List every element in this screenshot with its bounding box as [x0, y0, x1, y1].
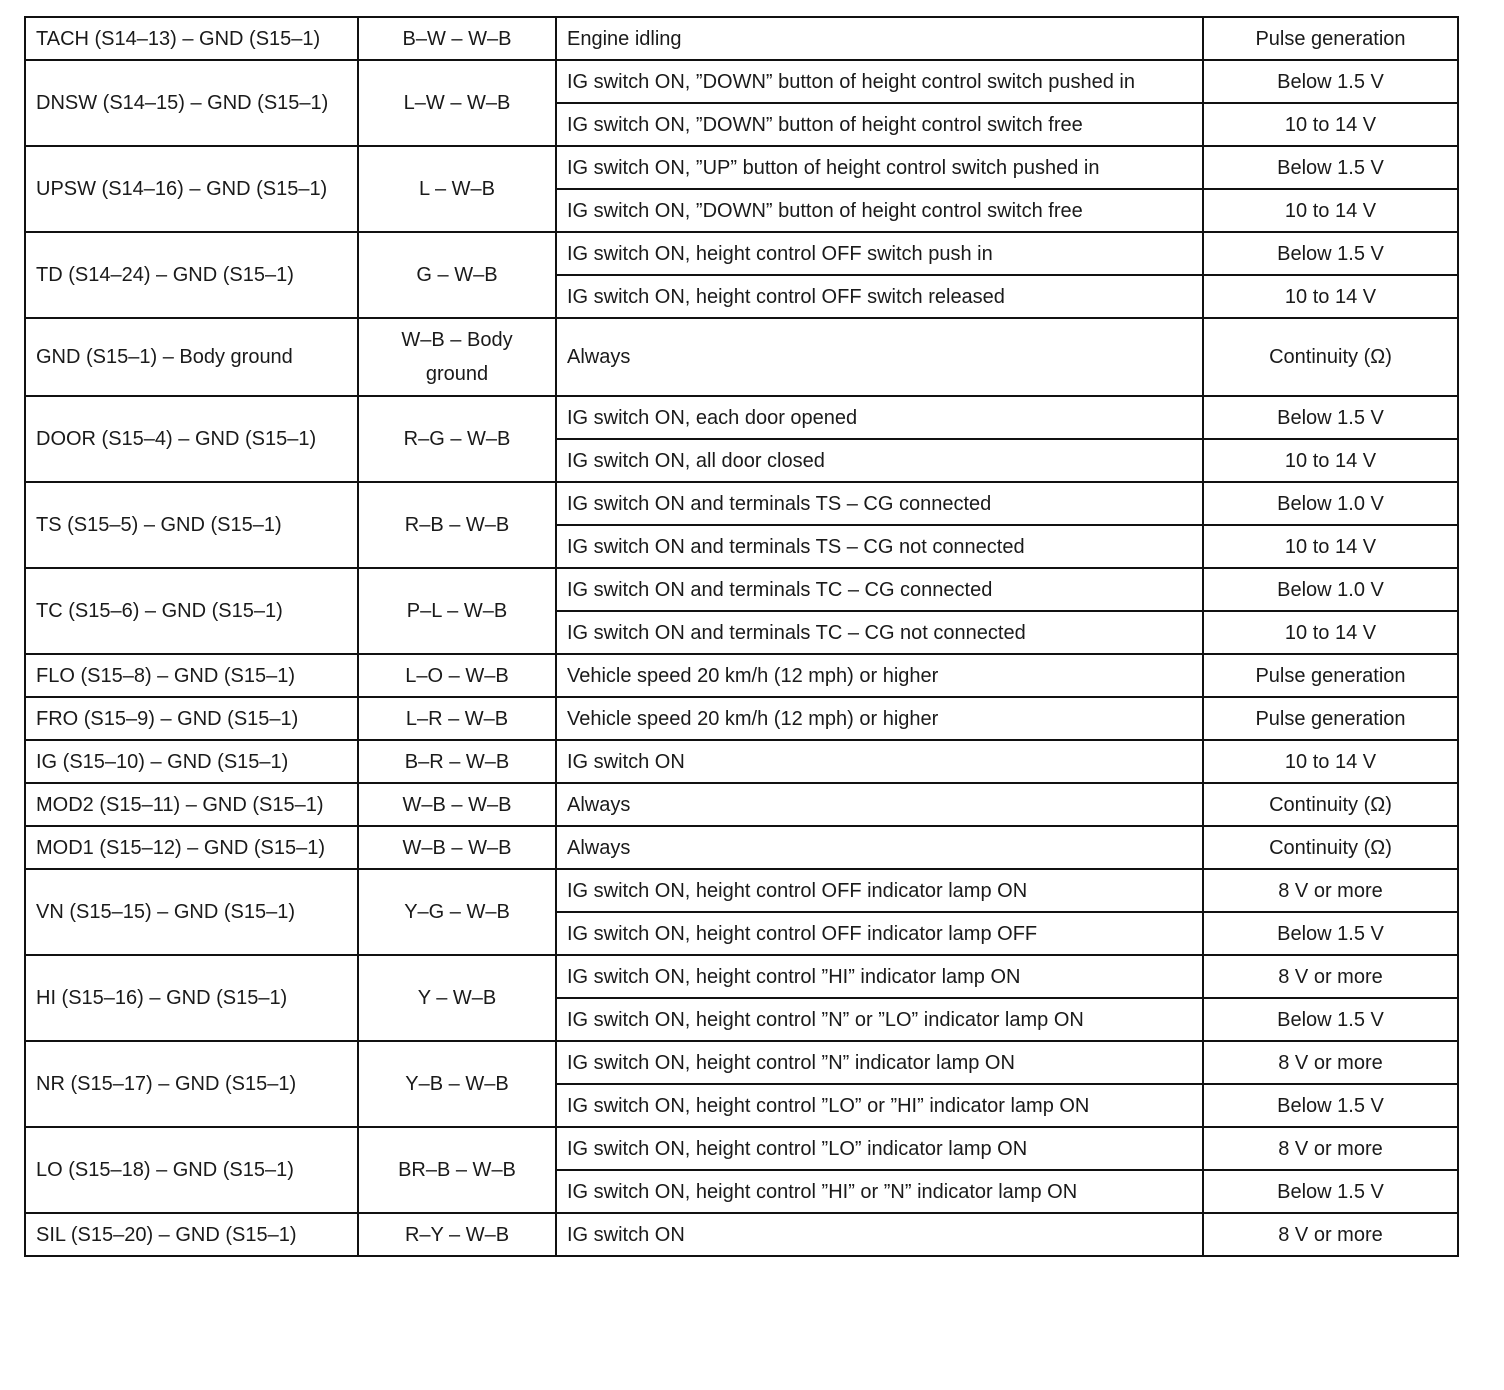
condition-cell: IG switch ON, height control ”HI” or ”N” indicator lamp ON [556, 1170, 1203, 1213]
wiring-color-cell: R–G – W–B [358, 396, 556, 482]
terminal-cell: VN (S15–15) – GND (S15–1) [25, 869, 358, 955]
specified-condition-cell: Below 1.5 V [1203, 396, 1458, 439]
table-row [25, 1213, 1458, 1256]
terminal-cell: DNSW (S14–15) – GND (S15–1) [25, 60, 358, 146]
wiring-color-cell: W–B – Body ground [358, 318, 556, 396]
specified-condition-cell: Below 1.5 V [1203, 1084, 1458, 1127]
specified-condition-cell: Pulse generation [1203, 654, 1458, 697]
condition-cell: IG switch ON and terminals TS – CG connected [556, 482, 1203, 525]
condition-cell: IG switch ON, all door closed [556, 439, 1203, 482]
table-row [25, 17, 1458, 60]
table-row [25, 318, 1458, 396]
condition-cell: IG switch ON, height control OFF indicator lamp OFF [556, 912, 1203, 955]
specified-condition-cell: Below 1.5 V [1203, 60, 1458, 103]
specified-condition-cell: Below 1.5 V [1203, 146, 1458, 189]
wiring-color-cell: L–W – W–B [358, 60, 556, 146]
condition-cell: Always [556, 783, 1203, 826]
specified-condition-cell: Continuity (Ω) [1203, 783, 1458, 826]
terminal-cell: SIL (S15–20) – GND (S15–1) [25, 1213, 358, 1256]
table-row [25, 396, 1458, 439]
terminal-cell: MOD2 (S15–11) – GND (S15–1) [25, 783, 358, 826]
wiring-color-cell: L – W–B [358, 146, 556, 232]
wiring-color-cell: G – W–B [358, 232, 556, 318]
specified-condition-cell: Below 1.5 V [1203, 998, 1458, 1041]
specified-condition-cell: 10 to 14 V [1203, 439, 1458, 482]
table-row [25, 654, 1458, 697]
wiring-color-cell: Y–B – W–B [358, 1041, 556, 1127]
condition-cell: IG switch ON, height control ”LO” indicator lamp ON [556, 1127, 1203, 1170]
wiring-color-cell: Y – W–B [358, 955, 556, 1041]
table-row [25, 60, 1458, 103]
specified-condition-cell: Below 1.5 V [1203, 1170, 1458, 1213]
terminal-cell: UPSW (S14–16) – GND (S15–1) [25, 146, 358, 232]
terminal-cell: HI (S15–16) – GND (S15–1) [25, 955, 358, 1041]
table-row [25, 955, 1458, 998]
condition-cell: IG switch ON, height control ”N” or ”LO” indicator lamp ON [556, 998, 1203, 1041]
condition-cell: Always [556, 318, 1203, 396]
condition-cell: IG switch ON, height control ”N” indicator lamp ON [556, 1041, 1203, 1084]
condition-cell: IG switch ON, ”UP” button of height control switch pushed in [556, 146, 1203, 189]
terminal-cell: DOOR (S15–4) – GND (S15–1) [25, 396, 358, 482]
condition-cell: Always [556, 826, 1203, 869]
specified-condition-cell: 8 V or more [1203, 1127, 1458, 1170]
specified-condition-cell: Below 1.5 V [1203, 912, 1458, 955]
wiring-color-cell: W–B – W–B [358, 783, 556, 826]
specified-condition-cell: Continuity (Ω) [1203, 318, 1458, 396]
terminal-cell: TC (S15–6) – GND (S15–1) [25, 568, 358, 654]
table-row [25, 232, 1458, 275]
condition-cell: IG switch ON [556, 1213, 1203, 1256]
table-row [25, 783, 1458, 826]
specified-condition-cell: 8 V or more [1203, 1041, 1458, 1084]
specified-condition-cell: 8 V or more [1203, 955, 1458, 998]
terminal-cell: NR (S15–17) – GND (S15–1) [25, 1041, 358, 1127]
table-row [25, 826, 1458, 869]
condition-cell: IG switch ON, ”DOWN” button of height control switch free [556, 189, 1203, 232]
specified-condition-cell: 10 to 14 V [1203, 189, 1458, 232]
condition-cell: Vehicle speed 20 km/h (12 mph) or higher [556, 697, 1203, 740]
terminal-cell: TD (S14–24) – GND (S15–1) [25, 232, 358, 318]
terminal-cell: FLO (S15–8) – GND (S15–1) [25, 654, 358, 697]
wiring-color-cell: W–B – W–B [358, 826, 556, 869]
condition-cell: Vehicle speed 20 km/h (12 mph) or higher [556, 654, 1203, 697]
terminal-spec-table [24, 16, 1459, 1257]
specified-condition-cell: 8 V or more [1203, 1213, 1458, 1256]
condition-cell: IG switch ON and terminals TS – CG not connected [556, 525, 1203, 568]
condition-cell: IG switch ON, ”DOWN” button of height control switch free [556, 103, 1203, 146]
wiring-color-cell: L–O – W–B [358, 654, 556, 697]
condition-cell: IG switch ON [556, 740, 1203, 783]
specified-condition-cell: Below 1.0 V [1203, 482, 1458, 525]
condition-cell: IG switch ON, height control ”LO” or ”HI” indicator lamp ON [556, 1084, 1203, 1127]
terminal-cell: MOD1 (S15–12) – GND (S15–1) [25, 826, 358, 869]
terminal-cell: LO (S15–18) – GND (S15–1) [25, 1127, 358, 1213]
terminal-cell: GND (S15–1) – Body ground [25, 318, 358, 396]
specified-condition-cell: 10 to 14 V [1203, 525, 1458, 568]
condition-cell: IG switch ON, height control OFF switch released [556, 275, 1203, 318]
table-row [25, 697, 1458, 740]
wiring-color-cell: L–R – W–B [358, 697, 556, 740]
condition-cell: IG switch ON, ”DOWN” button of height control switch pushed in [556, 60, 1203, 103]
table-row [25, 482, 1458, 525]
specified-condition-cell: Continuity (Ω) [1203, 826, 1458, 869]
specified-condition-cell: Pulse generation [1203, 697, 1458, 740]
condition-cell: IG switch ON, height control ”HI” indicator lamp ON [556, 955, 1203, 998]
condition-cell: IG switch ON, height control OFF indicator lamp ON [556, 869, 1203, 912]
table-row [25, 1127, 1458, 1170]
wiring-color-cell: BR–B – W–B [358, 1127, 556, 1213]
wiring-color-cell: R–Y – W–B [358, 1213, 556, 1256]
condition-cell: Engine idling [556, 17, 1203, 60]
table-row [25, 568, 1458, 611]
condition-cell: IG switch ON and terminals TC – CG connected [556, 568, 1203, 611]
wiring-color-cell: P–L – W–B [358, 568, 556, 654]
terminal-cell: FRO (S15–9) – GND (S15–1) [25, 697, 358, 740]
wiring-color-cell: B–W – W–B [358, 17, 556, 60]
terminal-cell: IG (S15–10) – GND (S15–1) [25, 740, 358, 783]
table-row [25, 146, 1458, 189]
spec-table-body [25, 17, 1458, 1256]
specified-condition-cell: Below 1.5 V [1203, 232, 1458, 275]
specified-condition-cell: 10 to 14 V [1203, 275, 1458, 318]
specified-condition-cell: Pulse generation [1203, 17, 1458, 60]
condition-cell: IG switch ON, height control OFF switch push in [556, 232, 1203, 275]
wiring-color-cell: Y–G – W–B [358, 869, 556, 955]
terminal-cell: TACH (S14–13) – GND (S15–1) [25, 17, 358, 60]
wiring-color-cell: R–B – W–B [358, 482, 556, 568]
condition-cell: IG switch ON and terminals TC – CG not connected [556, 611, 1203, 654]
specified-condition-cell: 10 to 14 V [1203, 103, 1458, 146]
wiring-color-cell: B–R – W–B [358, 740, 556, 783]
terminal-cell: TS (S15–5) – GND (S15–1) [25, 482, 358, 568]
table-row [25, 740, 1458, 783]
table-row [25, 1041, 1458, 1084]
table-row [25, 869, 1458, 912]
specified-condition-cell: 10 to 14 V [1203, 740, 1458, 783]
specified-condition-cell: Below 1.0 V [1203, 568, 1458, 611]
specified-condition-cell: 10 to 14 V [1203, 611, 1458, 654]
specified-condition-cell: 8 V or more [1203, 869, 1458, 912]
condition-cell: IG switch ON, each door opened [556, 396, 1203, 439]
